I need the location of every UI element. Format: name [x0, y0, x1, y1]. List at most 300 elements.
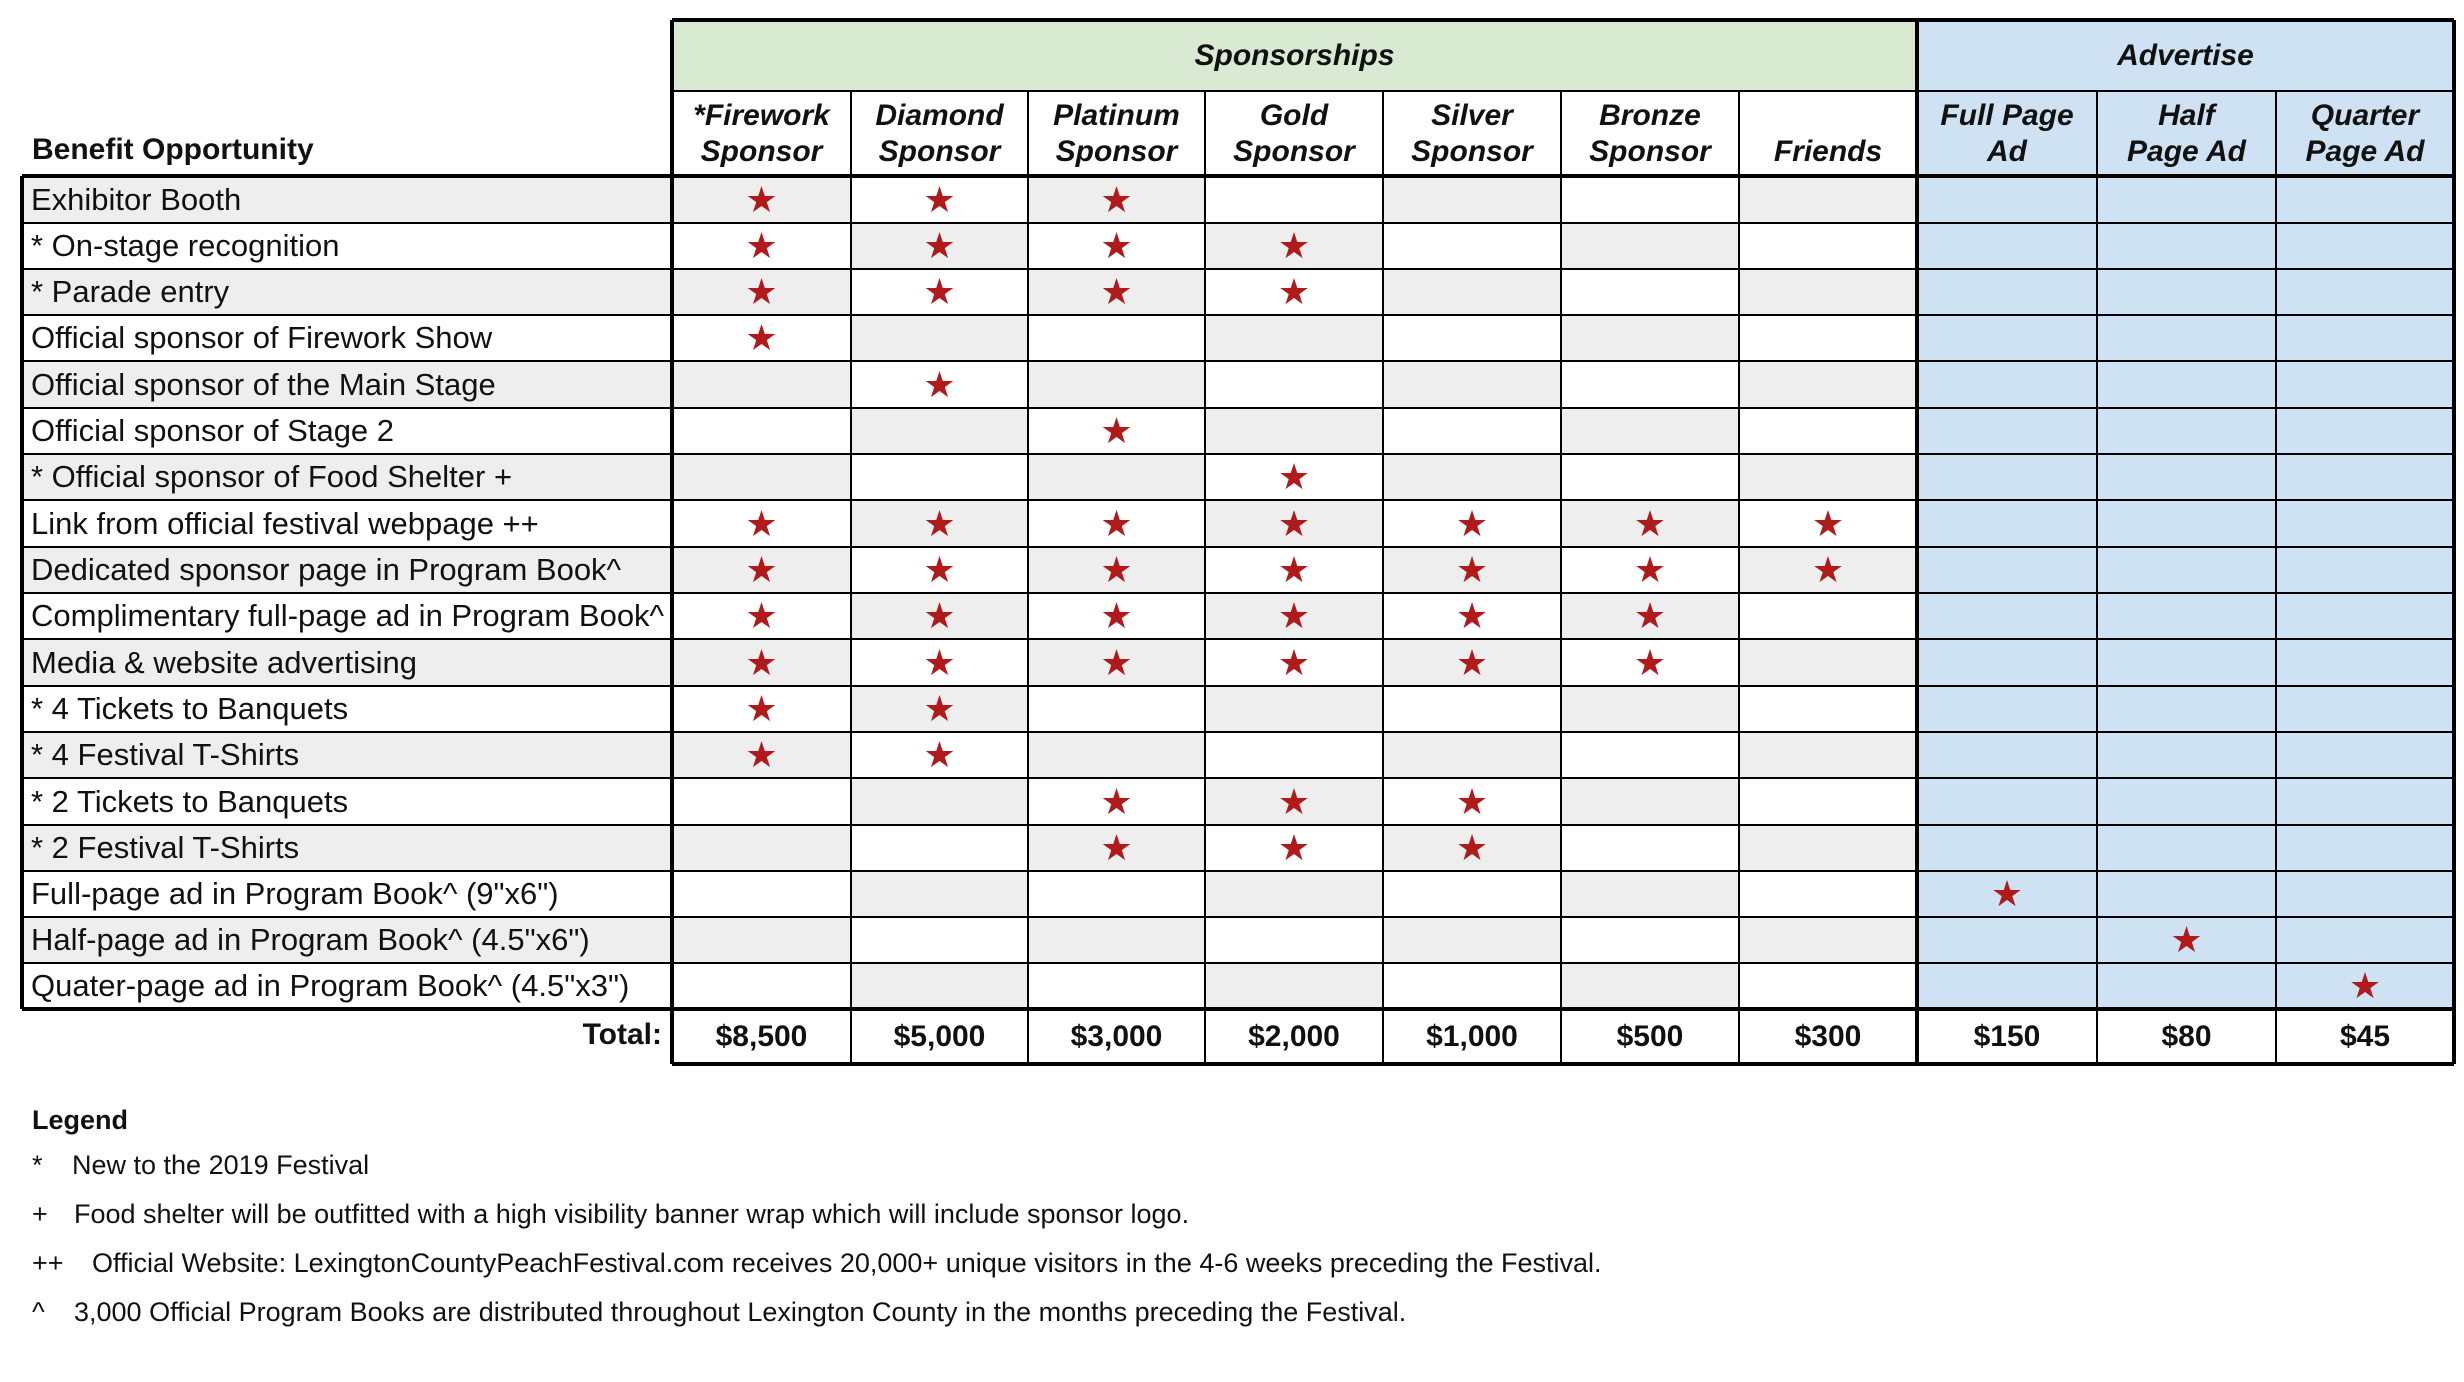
- benefit-cell: [2276, 454, 2454, 500]
- legend-item: [32, 1199, 1602, 1248]
- benefit-cell: [672, 963, 851, 1009]
- benefit-cell: [851, 963, 1028, 1009]
- benefit-cell: [1561, 408, 1739, 454]
- benefit-row-label: Official sponsor of Firework Show: [31, 320, 493, 355]
- benefit-cell: [1028, 269, 1205, 315]
- star-icon: ★: [923, 502, 956, 544]
- benefit-cell: [672, 315, 851, 361]
- benefit-cell: [672, 778, 851, 825]
- benefit-cell: [1917, 223, 2097, 269]
- benefit-row-label: Dedicated sponsor page in Program Book^: [22, 547, 672, 593]
- benefit-cell: [1739, 315, 1917, 361]
- star-icon: ★: [923, 688, 956, 729]
- benefit-cell: [672, 223, 851, 269]
- benefit-cell: [672, 686, 851, 732]
- group-header-advertise: Advertise: [1917, 20, 2454, 91]
- star-icon: ★: [1277, 549, 1311, 590]
- benefit-cell: [851, 825, 1028, 871]
- grid-line: [672, 90, 2454, 92]
- benefit-cell: [1205, 639, 1383, 686]
- grid-line: [22, 546, 2454, 548]
- benefit-cell: [1205, 825, 1383, 871]
- column-header-diamond-sponsor: Diamond Sponsor: [875, 99, 1004, 168]
- benefit-cell: [2276, 917, 2454, 963]
- benefit-cell: [1561, 778, 1739, 825]
- benefit-cell: [1739, 732, 1917, 778]
- star-icon: ★: [2348, 965, 2382, 1006]
- star-icon: ★: [923, 595, 956, 636]
- benefit-cell: [1205, 593, 1383, 639]
- benefit-cell: [1739, 639, 1917, 686]
- grid-line: [22, 777, 2454, 779]
- benefit-row-label: Quater-page ad in Program Book^ (4.5"x3"): [31, 968, 630, 1003]
- benefit-cell: [1383, 361, 1561, 408]
- benefit-cell: [1205, 269, 1383, 315]
- benefit-cell: [1561, 732, 1739, 778]
- benefit-cell: [1917, 269, 2097, 315]
- benefit-cell: [672, 593, 851, 639]
- benefit-cell: [1917, 825, 2097, 871]
- benefit-cell: [1028, 408, 1205, 454]
- benefit-cell: [851, 639, 1028, 686]
- benefit-row-label: Official sponsor of Stage 2: [31, 413, 395, 448]
- star-icon: ★: [923, 641, 956, 683]
- benefit-cell: [1383, 825, 1561, 871]
- benefit-row-label: Full-page ad in Program Book^ (9"x6"): [31, 876, 559, 911]
- benefit-cell: [851, 408, 1028, 454]
- benefit-cell: [672, 547, 851, 593]
- benefit-row-label: * 2 Tickets to Banquets: [31, 783, 349, 819]
- benefit-cell: [2097, 778, 2276, 825]
- group-header-sponsorships: Sponsorships: [672, 20, 1917, 91]
- star-icon: ★: [1277, 502, 1311, 544]
- benefit-cell: [2276, 871, 2454, 917]
- benefit-cell: [2097, 686, 2276, 732]
- grid-line: [22, 592, 2454, 594]
- benefit-cell: [1739, 500, 1917, 547]
- benefit-cell: [851, 223, 1028, 269]
- benefit-row-label: * Official sponsor of Food Shelter +: [22, 454, 672, 500]
- grid-line: [22, 268, 2454, 270]
- grid-line: [22, 685, 2454, 687]
- legend-item: [32, 1297, 1602, 1346]
- column-header-half-page-ad: Half Page Ad: [2097, 91, 2276, 176]
- benefit-cell: [851, 917, 1028, 963]
- star-icon: ★: [923, 271, 956, 312]
- star-icon: ★: [1100, 410, 1133, 451]
- legend-item: [32, 1248, 1602, 1297]
- benefit-cell: [2276, 778, 2454, 825]
- benefit-cell: [1739, 778, 1917, 825]
- benefit-row-label: Half-page ad in Program Book^ (4.5"x6"): [22, 917, 672, 963]
- grid-line: [22, 360, 2454, 362]
- benefit-cell: [1917, 454, 2097, 500]
- benefit-cell: [1561, 871, 1739, 917]
- benefit-cell: [2276, 686, 2454, 732]
- benefit-cell: [851, 871, 1028, 917]
- grid-line: [22, 870, 2454, 872]
- benefit-cell: [1028, 778, 1205, 825]
- benefit-row-label: Exhibitor Booth: [22, 176, 672, 223]
- legend-text: Official Website: LexingtonCountyPeachFestival.com receives 20,000+ unique visitors in the 4-6 weeks preceding the Festival.: [92, 1248, 1602, 1278]
- benefit-cell: [1028, 500, 1205, 547]
- total-label: Total:: [582, 1018, 662, 1051]
- legend-text: New to the 2019 Festival: [72, 1150, 370, 1180]
- star-icon: ★: [923, 734, 956, 775]
- total-value: $150: [1973, 1019, 2041, 1053]
- benefit-cell: [1383, 732, 1561, 778]
- star-icon: ★: [745, 502, 778, 544]
- star-icon: ★: [1277, 595, 1311, 636]
- benefit-cell: [2276, 963, 2454, 1009]
- star-icon: ★: [1100, 595, 1133, 636]
- benefit-cell: [1917, 361, 2097, 408]
- benefit-cell: [2097, 547, 2276, 593]
- benefit-cell: [1917, 686, 2097, 732]
- benefit-cell: [1383, 593, 1561, 639]
- benefit-cell: [1739, 176, 1917, 223]
- benefit-cell: [1028, 825, 1205, 871]
- benefit-cell: [1917, 315, 2097, 361]
- grid-line: [22, 1007, 2454, 1011]
- benefit-row-label: * 2 Festival T-Shirts: [22, 825, 672, 871]
- benefit-cell: [1917, 917, 2097, 963]
- benefit-cell: [1917, 408, 2097, 454]
- benefit-cell: [1028, 639, 1205, 686]
- benefit-cell: [1205, 547, 1383, 593]
- benefit-cell: [1739, 963, 1917, 1009]
- benefit-cell: [1205, 871, 1383, 917]
- benefit-cell: [1205, 454, 1383, 500]
- benefit-cell: [672, 361, 851, 408]
- star-icon: ★: [745, 734, 778, 775]
- benefit-cell: [672, 825, 851, 871]
- total-value: $300: [1794, 1019, 1862, 1053]
- benefit-cell: [2276, 269, 2454, 315]
- benefit-cell: [2097, 361, 2276, 408]
- benefit-cell: [2097, 269, 2276, 315]
- grid-line: [1204, 91, 1206, 1064]
- grid-line: [22, 314, 2454, 316]
- star-icon: ★: [745, 595, 778, 636]
- benefit-cell: [1028, 593, 1205, 639]
- benefit-cell: [672, 917, 851, 963]
- grid-line: [22, 638, 2454, 640]
- benefit-cell: [1917, 639, 2097, 686]
- benefit-cell: [672, 500, 851, 547]
- benefit-cell: [1205, 500, 1383, 547]
- column-header-quarter-page-ad: Quarter Page Ad: [2276, 91, 2454, 176]
- star-icon: ★: [745, 549, 778, 590]
- benefit-cell: [2276, 639, 2454, 686]
- benefit-cell: [1383, 223, 1561, 269]
- total-value: $8,500: [715, 1019, 808, 1053]
- benefit-cell: [1739, 223, 1917, 269]
- benefit-cell: [1917, 500, 2097, 547]
- star-icon: ★: [1100, 827, 1133, 868]
- star-icon: ★: [1811, 549, 1845, 590]
- star-icon: ★: [1100, 780, 1133, 822]
- benefit-cell: [2276, 408, 2454, 454]
- total-value: $80: [2161, 1019, 2212, 1053]
- grid-line: [22, 962, 2454, 964]
- star-icon: ★: [1455, 641, 1489, 683]
- benefit-cell: [1383, 917, 1561, 963]
- benefit-cell: [1383, 269, 1561, 315]
- star-icon: ★: [1277, 225, 1311, 266]
- benefit-row-label: * 4 Festival T-Shirts: [22, 732, 672, 778]
- benefit-row-label: Official sponsor of the Main Stage: [22, 361, 672, 408]
- benefit-cell: [1739, 269, 1917, 315]
- benefit-cell: [1739, 408, 1917, 454]
- benefit-row-label: * On-stage recognition: [31, 228, 340, 263]
- benefit-cell: [2276, 500, 2454, 547]
- benefit-cell: [851, 686, 1028, 732]
- benefit-cell: [1205, 732, 1383, 778]
- benefit-cell: [2097, 593, 2276, 639]
- star-icon: ★: [1633, 502, 1667, 544]
- star-icon: ★: [2170, 919, 2203, 960]
- star-icon: ★: [1277, 780, 1311, 822]
- benefit-cell: [1739, 454, 1917, 500]
- benefit-cell: [2097, 500, 2276, 547]
- grid-line: [22, 407, 2454, 409]
- benefit-cell: [1028, 732, 1205, 778]
- star-icon: ★: [1633, 595, 1667, 636]
- grid-line: [2275, 91, 2277, 1064]
- star-icon: ★: [745, 178, 778, 220]
- benefit-cell: [1205, 963, 1383, 1009]
- benefit-cell: [2276, 732, 2454, 778]
- benefit-cell: [1383, 871, 1561, 917]
- benefit-cell: [1561, 547, 1739, 593]
- column-header-firework-sponsor: *Firework Sponsor: [693, 99, 830, 168]
- grid-line: [850, 91, 852, 1064]
- benefit-cell: [672, 732, 851, 778]
- star-icon: ★: [923, 549, 956, 590]
- benefit-cell: [851, 500, 1028, 547]
- grid-line: [22, 222, 2454, 224]
- benefit-cell: [1561, 917, 1739, 963]
- benefit-cell: [1917, 963, 2097, 1009]
- benefit-cell: [1561, 454, 1739, 500]
- benefit-cell: [672, 871, 851, 917]
- column-header-silver-sponsor: Silver Sponsor: [1411, 99, 1533, 168]
- benefit-cell: [2276, 825, 2454, 871]
- benefit-cell: [1383, 547, 1561, 593]
- benefit-cell: [1383, 963, 1561, 1009]
- grid-line: [22, 824, 2454, 826]
- benefit-cell: [1383, 686, 1561, 732]
- benefit-cell: [1205, 315, 1383, 361]
- benefit-cell: [1739, 593, 1917, 639]
- column-header-gold-sponsor: Gold Sponsor: [1233, 99, 1355, 168]
- benefit-cell: [2097, 223, 2276, 269]
- grid-line: [1738, 91, 1740, 1064]
- legend-symbol: +: [32, 1199, 48, 1229]
- grid-line: [1027, 91, 1029, 1064]
- benefit-cell: [2097, 176, 2276, 223]
- benefit-cell: [851, 454, 1028, 500]
- column-header-bronze-sponsor: Bronze Sponsor: [1589, 99, 1711, 168]
- total-value: $3,000: [1070, 1019, 1163, 1053]
- benefit-cell: [1739, 917, 1917, 963]
- star-icon: ★: [1100, 502, 1133, 544]
- star-icon: ★: [1455, 549, 1489, 590]
- benefit-cell: [672, 176, 851, 223]
- total-value: $500: [1616, 1019, 1684, 1053]
- benefit-cell: [2276, 315, 2454, 361]
- benefit-cell: [1205, 917, 1383, 963]
- total-value: $5,000: [893, 1019, 986, 1053]
- benefit-cell: [1561, 639, 1739, 686]
- legend: [32, 1105, 1602, 1346]
- benefit-cell: [1739, 686, 1917, 732]
- benefit-cell: [1028, 223, 1205, 269]
- benefit-cell: [1383, 408, 1561, 454]
- star-icon: ★: [745, 641, 778, 683]
- benefit-cell: [1561, 500, 1739, 547]
- grid-line: [1560, 91, 1562, 1064]
- benefit-row-label: * 4 Tickets to Banquets: [31, 691, 349, 726]
- star-icon: ★: [1100, 225, 1133, 266]
- benefit-cell: [1028, 963, 1205, 1009]
- benefit-cell: [1383, 500, 1561, 547]
- benefit-cell: [851, 176, 1028, 223]
- benefit-cell: [1739, 361, 1917, 408]
- benefit-cell: [2097, 639, 2276, 686]
- benefit-cell: [1739, 547, 1917, 593]
- star-icon: ★: [745, 271, 778, 312]
- benefit-cell: [672, 408, 851, 454]
- benefit-cell: [2097, 917, 2276, 963]
- grid-line: [22, 499, 2454, 501]
- benefit-cell: [1205, 176, 1383, 223]
- grid-line: [22, 916, 2454, 918]
- benefit-cell: [1205, 408, 1383, 454]
- benefit-cell: [1917, 593, 2097, 639]
- grid-line: [672, 1062, 2454, 1066]
- benefit-cell: [2276, 223, 2454, 269]
- column-header-platinum-sponsor: Platinum Sponsor: [1053, 99, 1180, 168]
- benefit-cell: [2276, 176, 2454, 223]
- benefit-cell: [1205, 778, 1383, 825]
- benefit-cell: [1028, 361, 1205, 408]
- benefit-cell: [851, 547, 1028, 593]
- column-header-full-page-ad: Full Page Ad: [1917, 91, 2097, 176]
- star-icon: ★: [745, 225, 778, 266]
- benefit-cell: [1028, 917, 1205, 963]
- star-icon: ★: [1990, 873, 2024, 914]
- benefit-opportunity-header: Benefit Opportunity: [32, 133, 314, 166]
- benefit-cell: [1205, 223, 1383, 269]
- benefit-cell: [1561, 223, 1739, 269]
- star-icon: ★: [1633, 641, 1667, 683]
- star-icon: ★: [1455, 827, 1489, 868]
- benefit-cell: [2276, 593, 2454, 639]
- column-header-friends: Friends: [1773, 135, 1883, 168]
- star-icon: ★: [1811, 502, 1845, 544]
- star-icon: ★: [1455, 780, 1489, 822]
- benefit-cell: [2097, 732, 2276, 778]
- benefit-cell: [851, 778, 1028, 825]
- legend-text: 3,000 Official Program Books are distributed throughout Lexington County in the months preceding the Festival.: [74, 1297, 1407, 1327]
- benefit-cell: [1205, 361, 1383, 408]
- star-icon: ★: [1633, 549, 1667, 590]
- benefit-cell: [1917, 778, 2097, 825]
- benefit-cell: [1561, 686, 1739, 732]
- benefit-cell: [1028, 315, 1205, 361]
- benefit-cell: [1028, 176, 1205, 223]
- grid-line: [22, 174, 2454, 178]
- legend-symbol: ++: [32, 1248, 64, 1278]
- benefit-row-label: Complimentary full-page ad in Program Book^: [31, 598, 665, 633]
- benefit-cell: [672, 639, 851, 686]
- benefit-cell: [1561, 361, 1739, 408]
- benefit-cell: [672, 454, 851, 500]
- star-icon: ★: [1100, 641, 1133, 683]
- benefit-cell: [1383, 176, 1561, 223]
- star-icon: ★: [923, 363, 956, 405]
- benefit-cell: [851, 593, 1028, 639]
- star-icon: ★: [1455, 595, 1489, 636]
- star-icon: ★: [745, 317, 778, 358]
- benefit-cell: [1561, 825, 1739, 871]
- benefit-cell: [2097, 315, 2276, 361]
- benefit-cell: [1383, 639, 1561, 686]
- benefit-cell: [851, 732, 1028, 778]
- star-icon: ★: [1277, 641, 1311, 683]
- legend-symbol: *: [32, 1150, 43, 1180]
- total-value: $1,000: [1426, 1019, 1518, 1053]
- grid-line: [2096, 91, 2098, 1064]
- star-icon: ★: [1100, 549, 1133, 590]
- legend-item: [32, 1150, 1602, 1199]
- benefit-cell: [672, 269, 851, 315]
- benefit-cell: [1917, 176, 2097, 223]
- star-icon: ★: [1455, 502, 1489, 544]
- benefit-cell: [1561, 176, 1739, 223]
- benefit-cell: [2097, 825, 2276, 871]
- total-value: $2,000: [1248, 1019, 1340, 1053]
- benefit-cell: [1561, 269, 1739, 315]
- benefit-row-label: * Parade entry: [22, 269, 672, 315]
- benefit-cell: [1739, 871, 1917, 917]
- benefit-cell: [1028, 871, 1205, 917]
- star-icon: ★: [1277, 271, 1311, 312]
- benefit-cell: [1561, 593, 1739, 639]
- benefit-cell: [2276, 361, 2454, 408]
- benefit-row-label: Media & website advertising: [22, 639, 672, 686]
- star-icon: ★: [923, 178, 956, 220]
- benefit-cell: [2097, 454, 2276, 500]
- benefit-cell: [1561, 315, 1739, 361]
- star-icon: ★: [923, 225, 956, 266]
- benefit-cell: [2097, 408, 2276, 454]
- benefit-cell: [1917, 547, 2097, 593]
- star-icon: ★: [745, 688, 778, 729]
- star-icon: ★: [1100, 178, 1133, 220]
- benefit-cell: [1561, 963, 1739, 1009]
- benefit-cell: [1383, 778, 1561, 825]
- grid-line: [22, 453, 2454, 455]
- grid-line: [672, 18, 2454, 22]
- benefit-cell: [1028, 547, 1205, 593]
- grid-line: [22, 731, 2454, 733]
- grid-line: [1382, 91, 1384, 1064]
- star-icon: ★: [1277, 827, 1311, 868]
- benefit-cell: [1739, 825, 1917, 871]
